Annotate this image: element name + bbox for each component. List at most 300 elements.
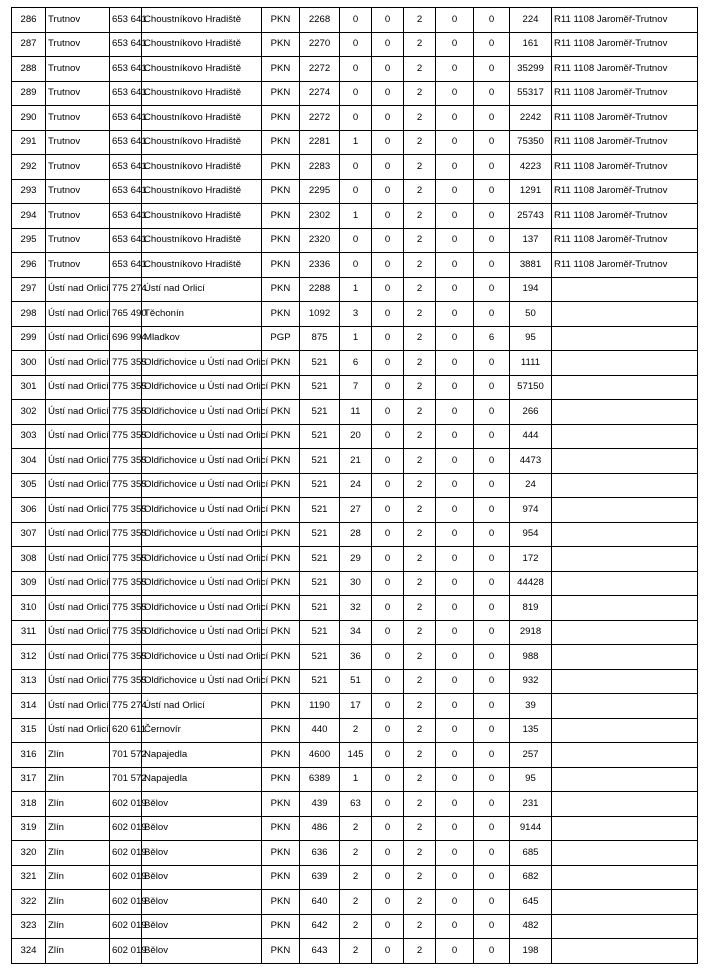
cell-cadastral-code: 775 355 (110, 620, 142, 645)
cell-road-section (552, 694, 698, 719)
cell-col-i: 2 (404, 743, 436, 768)
cell-district: Ústí nad Orlicí (46, 571, 110, 596)
cell-cadastral-area: Bělov (142, 914, 262, 939)
cell-district: Ústí nad Orlicí (46, 449, 110, 474)
cell-road-section (552, 767, 698, 792)
cell-cadastral-code: 602 019 (110, 890, 142, 915)
cell-register-type: PKN (262, 865, 300, 890)
cell-col-k: 0 (474, 155, 510, 180)
cell-col-k: 0 (474, 743, 510, 768)
cell-area-value: 57150 (510, 375, 552, 400)
cell-col-h: 0 (372, 939, 404, 964)
cell-col-i: 2 (404, 155, 436, 180)
cell-col-h: 0 (372, 302, 404, 327)
cell-col-i: 2 (404, 106, 436, 131)
cell-register-type: PKN (262, 106, 300, 131)
cell-road-section (552, 498, 698, 523)
cell-col-i: 2 (404, 669, 436, 694)
cell-row-number: 294 (12, 204, 46, 229)
cell-district: Ústí nad Orlicí (46, 547, 110, 572)
cell-cadastral-area: Napajedla (142, 743, 262, 768)
cell-col-h: 0 (372, 204, 404, 229)
cell-register-type: PKN (262, 473, 300, 498)
cell-parcel-subdivision: 28 (340, 522, 372, 547)
cell-col-h: 0 (372, 277, 404, 302)
cell-row-number: 293 (12, 179, 46, 204)
cell-area-value: 685 (510, 841, 552, 866)
cell-road-section (552, 841, 698, 866)
cell-road-section (552, 326, 698, 351)
cell-parcel-number: 521 (300, 596, 340, 621)
cell-area-value: 172 (510, 547, 552, 572)
cell-parcel-subdivision: 3 (340, 302, 372, 327)
cell-cadastral-code: 653 641 (110, 228, 142, 253)
cell-area-value: 3881 (510, 253, 552, 278)
table-row (12, 743, 698, 768)
cell-register-type: PKN (262, 547, 300, 572)
cell-area-value: 35299 (510, 57, 552, 82)
cell-col-h: 0 (372, 179, 404, 204)
cell-register-type: PKN (262, 669, 300, 694)
cell-area-value: 954 (510, 522, 552, 547)
cell-road-section (552, 890, 698, 915)
cell-col-j: 0 (436, 841, 474, 866)
table-row (12, 571, 698, 596)
cell-col-h: 0 (372, 424, 404, 449)
cell-cadastral-area: Mladkov (142, 326, 262, 351)
cell-area-value: 266 (510, 400, 552, 425)
cell-col-i: 2 (404, 914, 436, 939)
cell-row-number: 320 (12, 841, 46, 866)
cell-register-type: PKN (262, 620, 300, 645)
cell-register-type: PGP (262, 326, 300, 351)
cell-col-j: 0 (436, 81, 474, 106)
cell-road-section: R11 1108 Jaroměř-Trutnov (552, 253, 698, 278)
cell-col-h: 0 (372, 914, 404, 939)
table-row (12, 718, 698, 743)
cell-area-value: 819 (510, 596, 552, 621)
cell-col-k: 0 (474, 179, 510, 204)
cell-road-section (552, 718, 698, 743)
cell-parcel-number: 1092 (300, 302, 340, 327)
cell-col-k: 0 (474, 204, 510, 229)
cell-area-value: 161 (510, 32, 552, 57)
cell-cadastral-area: Oldřichovice u Ústí nad Orlicí (142, 449, 262, 474)
cell-district: Trutnov (46, 179, 110, 204)
cell-parcel-number: 521 (300, 522, 340, 547)
cell-row-number: 310 (12, 596, 46, 621)
cell-cadastral-code: 775 274 (110, 694, 142, 719)
table-row (12, 130, 698, 155)
cell-district: Ústí nad Orlicí (46, 694, 110, 719)
cell-register-type: PKN (262, 718, 300, 743)
cell-parcel-subdivision: 1 (340, 326, 372, 351)
cell-cadastral-area: Choustníkovo Hradiště (142, 81, 262, 106)
cell-area-value: 24 (510, 473, 552, 498)
cell-register-type: PKN (262, 375, 300, 400)
table-row (12, 865, 698, 890)
cell-col-j: 0 (436, 253, 474, 278)
cell-register-type: PKN (262, 57, 300, 82)
cell-col-i: 2 (404, 130, 436, 155)
cell-area-value: 75350 (510, 130, 552, 155)
cell-col-i: 2 (404, 498, 436, 523)
cell-col-k: 0 (474, 57, 510, 82)
cell-road-section (552, 571, 698, 596)
cell-col-k: 6 (474, 326, 510, 351)
cell-register-type: PKN (262, 694, 300, 719)
cell-district: Ústí nad Orlicí (46, 351, 110, 376)
cell-parcel-number: 2268 (300, 8, 340, 33)
cell-col-j: 0 (436, 620, 474, 645)
cell-row-number: 324 (12, 939, 46, 964)
cell-parcel-subdivision: 2 (340, 841, 372, 866)
cell-row-number: 315 (12, 718, 46, 743)
cell-parcel-number: 521 (300, 449, 340, 474)
cell-road-section (552, 351, 698, 376)
cell-col-h: 0 (372, 865, 404, 890)
cell-cadastral-code: 653 641 (110, 81, 142, 106)
cell-row-number: 291 (12, 130, 46, 155)
cell-col-h: 0 (372, 767, 404, 792)
cell-district: Ústí nad Orlicí (46, 400, 110, 425)
cell-register-type: PKN (262, 939, 300, 964)
cell-col-k: 0 (474, 792, 510, 817)
cell-road-section (552, 669, 698, 694)
cell-district: Zlín (46, 743, 110, 768)
cell-col-j: 0 (436, 57, 474, 82)
cell-district: Ústí nad Orlicí (46, 645, 110, 670)
cell-col-h: 0 (372, 890, 404, 915)
cell-col-j: 0 (436, 32, 474, 57)
cell-road-section (552, 939, 698, 964)
cell-parcel-subdivision: 0 (340, 155, 372, 180)
cell-area-value: 1291 (510, 179, 552, 204)
cell-col-j: 0 (436, 375, 474, 400)
cell-cadastral-area: Choustníkovo Hradiště (142, 155, 262, 180)
cell-cadastral-area: Choustníkovo Hradiště (142, 179, 262, 204)
cell-cadastral-area: Oldřichovice u Ústí nad Orlicí (142, 547, 262, 572)
cell-parcel-number: 2320 (300, 228, 340, 253)
cell-col-h: 0 (372, 8, 404, 33)
cell-row-number: 311 (12, 620, 46, 645)
cell-cadastral-area: Bělov (142, 890, 262, 915)
cell-road-section: R11 1108 Jaroměř-Trutnov (552, 155, 698, 180)
cell-col-h: 0 (372, 792, 404, 817)
cell-row-number: 298 (12, 302, 46, 327)
cell-cadastral-area: Choustníkovo Hradiště (142, 106, 262, 131)
cell-row-number: 316 (12, 743, 46, 768)
table-row (12, 890, 698, 915)
cell-col-k: 0 (474, 890, 510, 915)
cell-col-k: 0 (474, 596, 510, 621)
cell-col-i: 2 (404, 179, 436, 204)
cell-district: Zlín (46, 792, 110, 817)
cell-register-type: PKN (262, 816, 300, 841)
cell-parcel-number: 486 (300, 816, 340, 841)
cell-cadastral-area: Bělov (142, 841, 262, 866)
cell-col-j: 0 (436, 718, 474, 743)
cell-cadastral-code: 602 019 (110, 914, 142, 939)
cell-road-section: R11 1108 Jaroměř-Trutnov (552, 81, 698, 106)
cell-col-h: 0 (372, 596, 404, 621)
cell-parcel-subdivision: 1 (340, 130, 372, 155)
cell-row-number: 312 (12, 645, 46, 670)
cell-district: Ústí nad Orlicí (46, 620, 110, 645)
cell-col-i: 2 (404, 32, 436, 57)
table-row (12, 914, 698, 939)
cell-cadastral-code: 653 641 (110, 130, 142, 155)
cell-row-number: 290 (12, 106, 46, 131)
cell-area-value: 55317 (510, 81, 552, 106)
cell-col-h: 0 (372, 694, 404, 719)
cell-col-h: 0 (372, 743, 404, 768)
cell-cadastral-area: Oldřichovice u Ústí nad Orlicí (142, 669, 262, 694)
cell-col-j: 0 (436, 8, 474, 33)
cell-col-j: 0 (436, 767, 474, 792)
cell-col-j: 0 (436, 228, 474, 253)
cell-col-j: 0 (436, 914, 474, 939)
cell-cadastral-area: Choustníkovo Hradiště (142, 228, 262, 253)
cell-parcel-number: 1190 (300, 694, 340, 719)
cell-district: Ústí nad Orlicí (46, 498, 110, 523)
cell-district: Trutnov (46, 228, 110, 253)
cell-row-number: 288 (12, 57, 46, 82)
cell-parcel-number: 2272 (300, 106, 340, 131)
cell-area-value: 988 (510, 645, 552, 670)
cell-district: Ústí nad Orlicí (46, 522, 110, 547)
cell-parcel-number: 521 (300, 669, 340, 694)
cell-col-i: 2 (404, 228, 436, 253)
cell-cadastral-area: Těchonín (142, 302, 262, 327)
cell-parcel-number: 2302 (300, 204, 340, 229)
cell-register-type: PKN (262, 645, 300, 670)
cell-parcel-number: 521 (300, 424, 340, 449)
cell-area-value: 9144 (510, 816, 552, 841)
table-row (12, 204, 698, 229)
cell-col-j: 0 (436, 400, 474, 425)
cell-cadastral-code: 602 019 (110, 841, 142, 866)
table-row (12, 596, 698, 621)
cell-road-section (552, 865, 698, 890)
cell-parcel-subdivision: 2 (340, 718, 372, 743)
cell-parcel-subdivision: 145 (340, 743, 372, 768)
cell-parcel-number: 440 (300, 718, 340, 743)
table-row (12, 424, 698, 449)
cell-col-j: 0 (436, 547, 474, 572)
cell-register-type: PKN (262, 792, 300, 817)
table-row (12, 32, 698, 57)
cell-col-j: 0 (436, 155, 474, 180)
cell-road-section (552, 743, 698, 768)
cell-road-section (552, 816, 698, 841)
cell-cadastral-code: 775 355 (110, 375, 142, 400)
cell-col-k: 0 (474, 498, 510, 523)
table-row (12, 351, 698, 376)
cell-row-number: 321 (12, 865, 46, 890)
table-row (12, 302, 698, 327)
cell-cadastral-code: 653 641 (110, 179, 142, 204)
cell-cadastral-code: 775 355 (110, 571, 142, 596)
table-row (12, 939, 698, 964)
cell-register-type: PKN (262, 571, 300, 596)
cell-parcel-number: 521 (300, 571, 340, 596)
cell-area-value: 224 (510, 8, 552, 33)
cell-col-k: 0 (474, 449, 510, 474)
table-row (12, 326, 698, 351)
cell-district: Trutnov (46, 8, 110, 33)
cell-col-j: 0 (436, 596, 474, 621)
cell-parcel-subdivision: 2 (340, 816, 372, 841)
cell-cadastral-code: 620 611 (110, 718, 142, 743)
cell-district: Trutnov (46, 57, 110, 82)
cell-register-type: PKN (262, 767, 300, 792)
cell-row-number: 301 (12, 375, 46, 400)
cell-row-number: 299 (12, 326, 46, 351)
cell-parcel-number: 2283 (300, 155, 340, 180)
cell-area-value: 1111 (510, 351, 552, 376)
cell-area-value: 444 (510, 424, 552, 449)
cell-district: Ústí nad Orlicí (46, 596, 110, 621)
cell-row-number: 292 (12, 155, 46, 180)
cell-col-i: 2 (404, 596, 436, 621)
cell-col-h: 0 (372, 81, 404, 106)
cell-row-number: 300 (12, 351, 46, 376)
cell-cadastral-area: Bělov (142, 816, 262, 841)
cell-parcel-number: 2270 (300, 32, 340, 57)
cell-area-value: 257 (510, 743, 552, 768)
cell-cadastral-area: Oldřichovice u Ústí nad Orlicí (142, 351, 262, 376)
cell-cadastral-code: 602 019 (110, 792, 142, 817)
cell-road-section (552, 473, 698, 498)
cell-col-k: 0 (474, 816, 510, 841)
cell-cadastral-code: 696 994 (110, 326, 142, 351)
cell-register-type: PKN (262, 277, 300, 302)
cell-district: Zlín (46, 865, 110, 890)
cell-col-h: 0 (372, 155, 404, 180)
cell-col-j: 0 (436, 890, 474, 915)
cell-row-number: 287 (12, 32, 46, 57)
cell-col-i: 2 (404, 351, 436, 376)
cell-parcel-subdivision: 6 (340, 351, 372, 376)
cell-col-h: 0 (372, 32, 404, 57)
table-row (12, 228, 698, 253)
cell-row-number: 286 (12, 8, 46, 33)
cell-col-h: 0 (372, 547, 404, 572)
cell-col-h: 0 (372, 498, 404, 523)
cell-parcel-subdivision: 0 (340, 253, 372, 278)
cell-area-value: 194 (510, 277, 552, 302)
cell-col-k: 0 (474, 718, 510, 743)
cell-road-section (552, 596, 698, 621)
cell-cadastral-area: Oldřichovice u Ústí nad Orlicí (142, 522, 262, 547)
cell-parcel-subdivision: 36 (340, 645, 372, 670)
cell-col-h: 0 (372, 449, 404, 474)
cell-col-j: 0 (436, 351, 474, 376)
cell-area-value: 39 (510, 694, 552, 719)
cell-road-section: R11 1108 Jaroměř-Trutnov (552, 228, 698, 253)
cell-col-j: 0 (436, 743, 474, 768)
cell-row-number: 297 (12, 277, 46, 302)
cell-row-number: 296 (12, 253, 46, 278)
table-row (12, 81, 698, 106)
cell-col-k: 0 (474, 253, 510, 278)
cell-area-value: 932 (510, 669, 552, 694)
cell-parcel-subdivision: 0 (340, 8, 372, 33)
cell-cadastral-area: Oldřichovice u Ústí nad Orlicí (142, 473, 262, 498)
cell-district: Ústí nad Orlicí (46, 326, 110, 351)
cell-register-type: PKN (262, 841, 300, 866)
cell-parcel-subdivision: 0 (340, 81, 372, 106)
cell-register-type: PKN (262, 228, 300, 253)
cell-parcel-subdivision: 29 (340, 547, 372, 572)
table-row (12, 792, 698, 817)
table-row (12, 449, 698, 474)
cell-parcel-subdivision: 27 (340, 498, 372, 523)
cell-col-h: 0 (372, 718, 404, 743)
cell-parcel-number: 6389 (300, 767, 340, 792)
cell-area-value: 231 (510, 792, 552, 817)
cell-col-j: 0 (436, 302, 474, 327)
table-row (12, 473, 698, 498)
cell-col-h: 0 (372, 669, 404, 694)
cell-cadastral-area: Napajedla (142, 767, 262, 792)
cell-row-number: 323 (12, 914, 46, 939)
cell-col-h: 0 (372, 645, 404, 670)
cell-col-i: 2 (404, 400, 436, 425)
cell-col-j: 0 (436, 179, 474, 204)
table-row (12, 620, 698, 645)
cell-col-k: 0 (474, 620, 510, 645)
cell-col-h: 0 (372, 253, 404, 278)
cell-col-k: 0 (474, 694, 510, 719)
cell-col-j: 0 (436, 939, 474, 964)
cell-road-section (552, 620, 698, 645)
cell-col-k: 0 (474, 8, 510, 33)
cell-district: Trutnov (46, 253, 110, 278)
cell-district: Zlín (46, 816, 110, 841)
cell-col-i: 2 (404, 571, 436, 596)
cell-cadastral-area: Ústí nad Orlicí (142, 277, 262, 302)
cell-road-section (552, 792, 698, 817)
cell-area-value: 95 (510, 326, 552, 351)
cell-col-k: 0 (474, 841, 510, 866)
table-row (12, 522, 698, 547)
cell-road-section (552, 645, 698, 670)
cell-register-type: PKN (262, 81, 300, 106)
cell-col-j: 0 (436, 645, 474, 670)
cell-col-h: 0 (372, 326, 404, 351)
cell-row-number: 302 (12, 400, 46, 425)
table-row (12, 57, 698, 82)
cell-parcel-number: 439 (300, 792, 340, 817)
cell-parcel-subdivision: 30 (340, 571, 372, 596)
cell-col-i: 2 (404, 326, 436, 351)
cell-district: Ústí nad Orlicí (46, 473, 110, 498)
cell-parcel-number: 2281 (300, 130, 340, 155)
cell-road-section: R11 1108 Jaroměř-Trutnov (552, 57, 698, 82)
cell-district: Trutnov (46, 81, 110, 106)
cell-col-i: 2 (404, 473, 436, 498)
cell-col-h: 0 (372, 620, 404, 645)
cell-parcel-number: 643 (300, 939, 340, 964)
cell-col-i: 2 (404, 302, 436, 327)
cell-cadastral-area: Bělov (142, 939, 262, 964)
cell-col-j: 0 (436, 522, 474, 547)
cell-parcel-number: 636 (300, 841, 340, 866)
cell-cadastral-area: Choustníkovo Hradiště (142, 8, 262, 33)
cell-col-i: 2 (404, 816, 436, 841)
